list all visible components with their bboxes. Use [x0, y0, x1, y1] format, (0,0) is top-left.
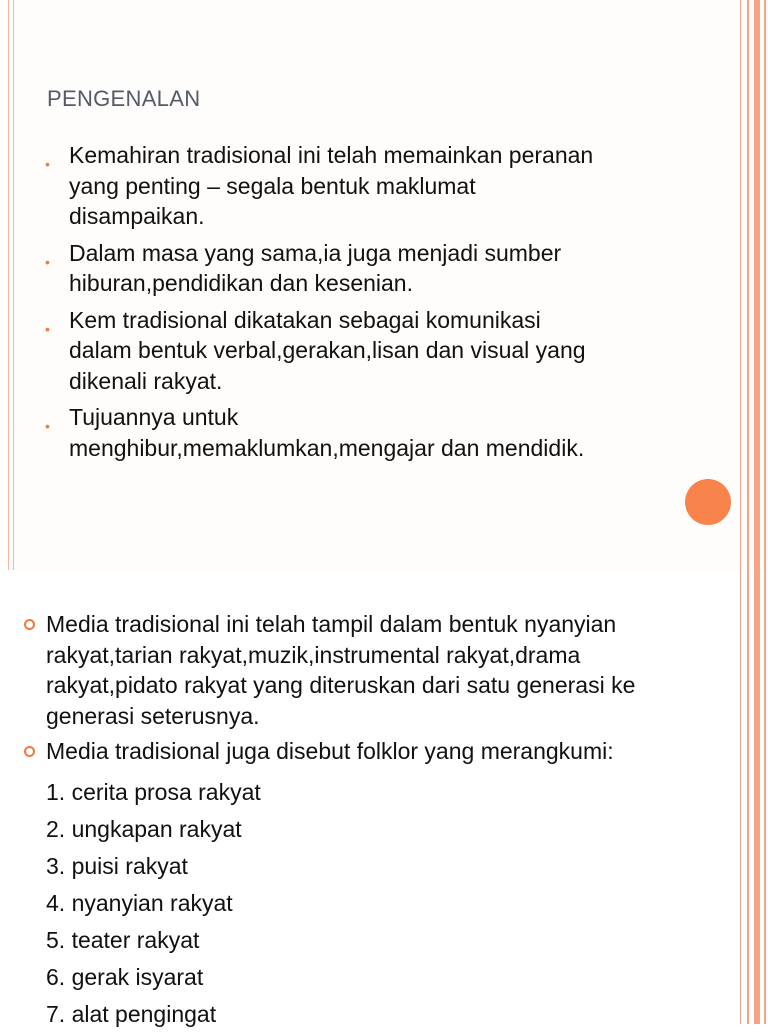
bullet-item: • Kem tradisional dikatakan sebagai komunikasi dalam bentuk verbal,gerakan,lisan dan visual yang dikenali rakyat.: [45, 306, 586, 394]
bullet-ring-icon: [24, 619, 35, 630]
list-item: 7. alat pengingat: [46, 1001, 217, 1027]
bullet-item: Media tradisional ini telah tampil dalam bentuk nyanyian rakyat,tarian rakyat,muzik,instrumental rakyat,drama rakyat,pidato rakyat yang diteruskan dari satu generasi ke generasi seterusnya.: [22, 609, 722, 731]
list-item: 5. teater rakyat: [46, 927, 200, 953]
decorative-circle-icon: [685, 479, 731, 525]
slide-frame-left: [8, 0, 14, 570]
list-item: 2. ungkapan rakyat: [46, 816, 242, 842]
bullet-dot-icon: •: [45, 418, 50, 434]
list-item: 1. cerita prosa rakyat: [46, 779, 261, 805]
list-item: 4. nyanyian rakyat: [46, 890, 233, 916]
bullet-item: • Kemahiran tradisional ini telah memainkan peranan yang penting – segala bentuk maklumat disampaikan.: [45, 142, 594, 229]
list-item: 6. gerak isyarat: [46, 964, 204, 990]
bullet-item: • Dalam masa yang sama,ia juga menjadi sumber hiburan,pendidikan dan kesenian.: [45, 239, 562, 296]
bullet-ring-icon: [24, 746, 35, 757]
slide2-bullet-list: [22, 609, 722, 772]
list-item: 3. puisi rakyat: [46, 853, 188, 879]
bullet-item: Media tradisional juga disebut folklor yang merangkumi:: [22, 736, 722, 767]
bullet-dot-icon: •: [45, 156, 50, 172]
slide-frame-right: [736, 0, 768, 1024]
slide1-bullet-list: [44, 140, 674, 469]
bullet-dot-icon: •: [45, 253, 50, 270]
bullet-item: • Tujuannya untuk menghibur,memaklumkan,mengajar dan mendidik.: [45, 404, 585, 461]
folklore-list: [46, 774, 261, 1033]
bullet-dot-icon: •: [45, 320, 50, 337]
slide-title: PENGENALAN: [47, 86, 201, 111]
